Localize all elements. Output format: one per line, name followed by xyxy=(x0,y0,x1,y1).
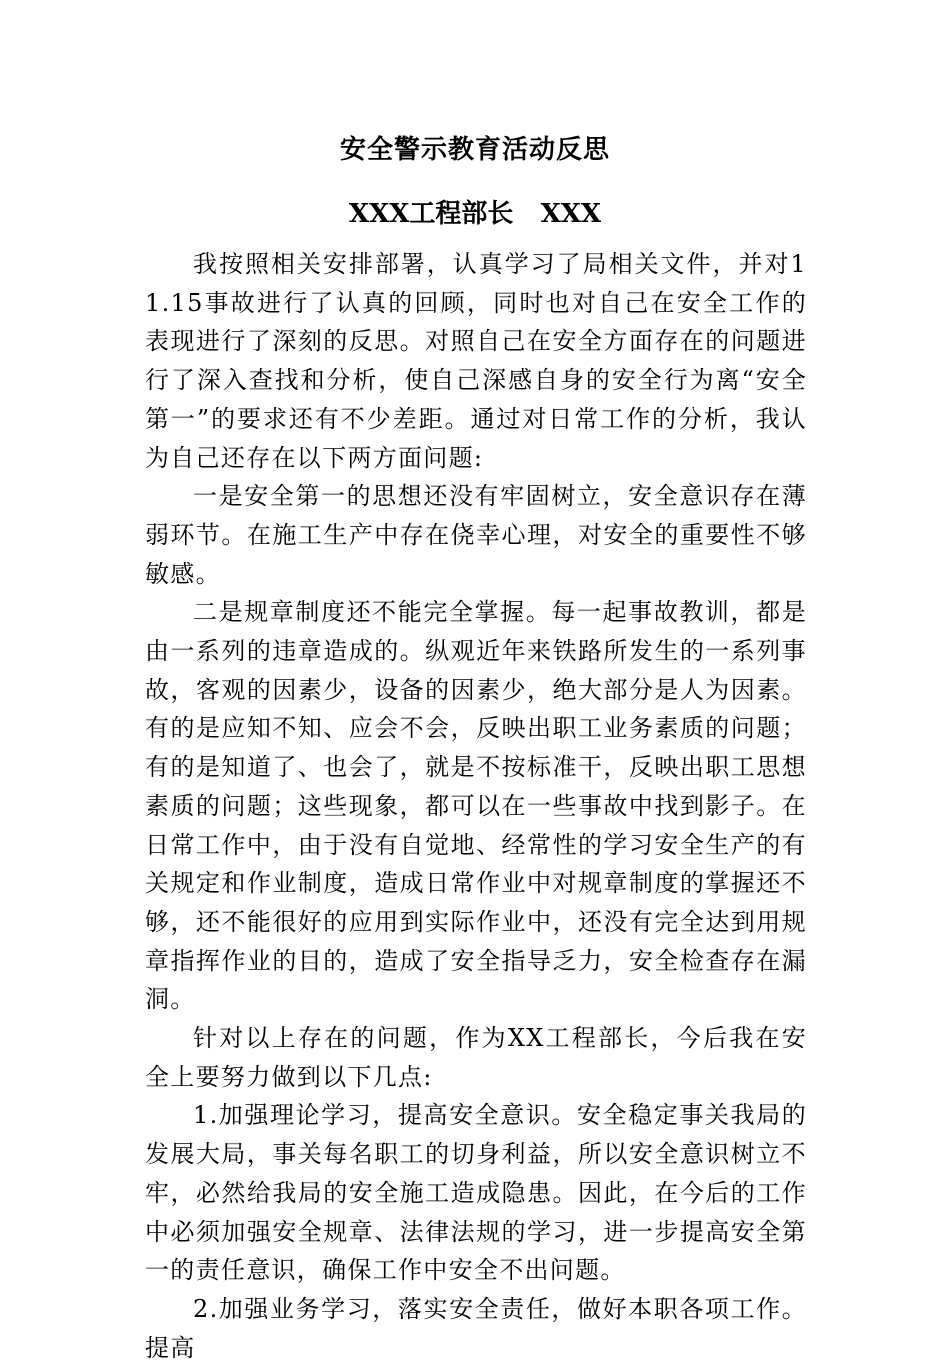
paragraph-measures-intro: 针对以上存在的问题，作为XX工程部长，今后我在安全上要努力做到以下几点: xyxy=(145,1024,807,1091)
document-title: 安全警示教育活动反思 xyxy=(339,135,610,165)
document-body xyxy=(145,245,807,1367)
author-line: XXX工程部长 XXX xyxy=(348,199,602,229)
paragraph-measure-two: 2.加强业务学习，落实安全责任，做好本职各项工作。提高 xyxy=(145,1294,807,1362)
paragraph-problem-one: 一是安全第一的思想还没有牢固树立，安全意识存在薄弱环节。在施工生产中存在侥幸心理，对安全的重要性不够敏感。 xyxy=(145,482,807,588)
paragraph-measure-one: 1.加强理论学习，提高安全意识。安全稳定事关我局的发展大局，事关每名职工的切身利益，所以安全意识树立不牢，必然给我局的安全施工造成隐患。因此，在今后的工作中必须加强安全规章、法律法规的学习，进一步提高安全第一的责任意识，确保工作中安全不出问题。 xyxy=(145,1101,807,1285)
paragraph-problem-two: 二是规章制度还不能完全掌握。每一起事故教训，都是由一系列的违章造成的。纵观近年来铁路所发生的一系列事故，客观的因素少，设备的因素少，绝大部分是人为因素。有的是应知不知、应会不会，反映出职工业务素质的问题；有的是知道了、也会了，就是不按标准干，反映出职工思想素质的问题；这些现象，都可以在一些事故中找到影子。在日常工作中，由于没有自觉地、经常性的学习安全生产的有关规定和作业制度，造成日常作业中对规章制度的掌握还不够，还不能很好的应用到实际作业中，还没有完全达到用规章指挥作业的目的，造成了安全指导乏力，安全检查存在漏洞。 xyxy=(145,598,807,1014)
paragraph-intro: 我按照相关安排部署，认真学习了局相关文件，并对11.15事故进行了认真的回顾，同时也对自己在安全工作的表现进行了深刻的反思。对照自己在安全方面存在的问题进行了深入查找和分析，使自己深感自身的安全行为离“安全第一”的要求还有不少差距。通过对日常工作的分析，我认为自己还存在以下两方面问题: xyxy=(145,250,807,472)
